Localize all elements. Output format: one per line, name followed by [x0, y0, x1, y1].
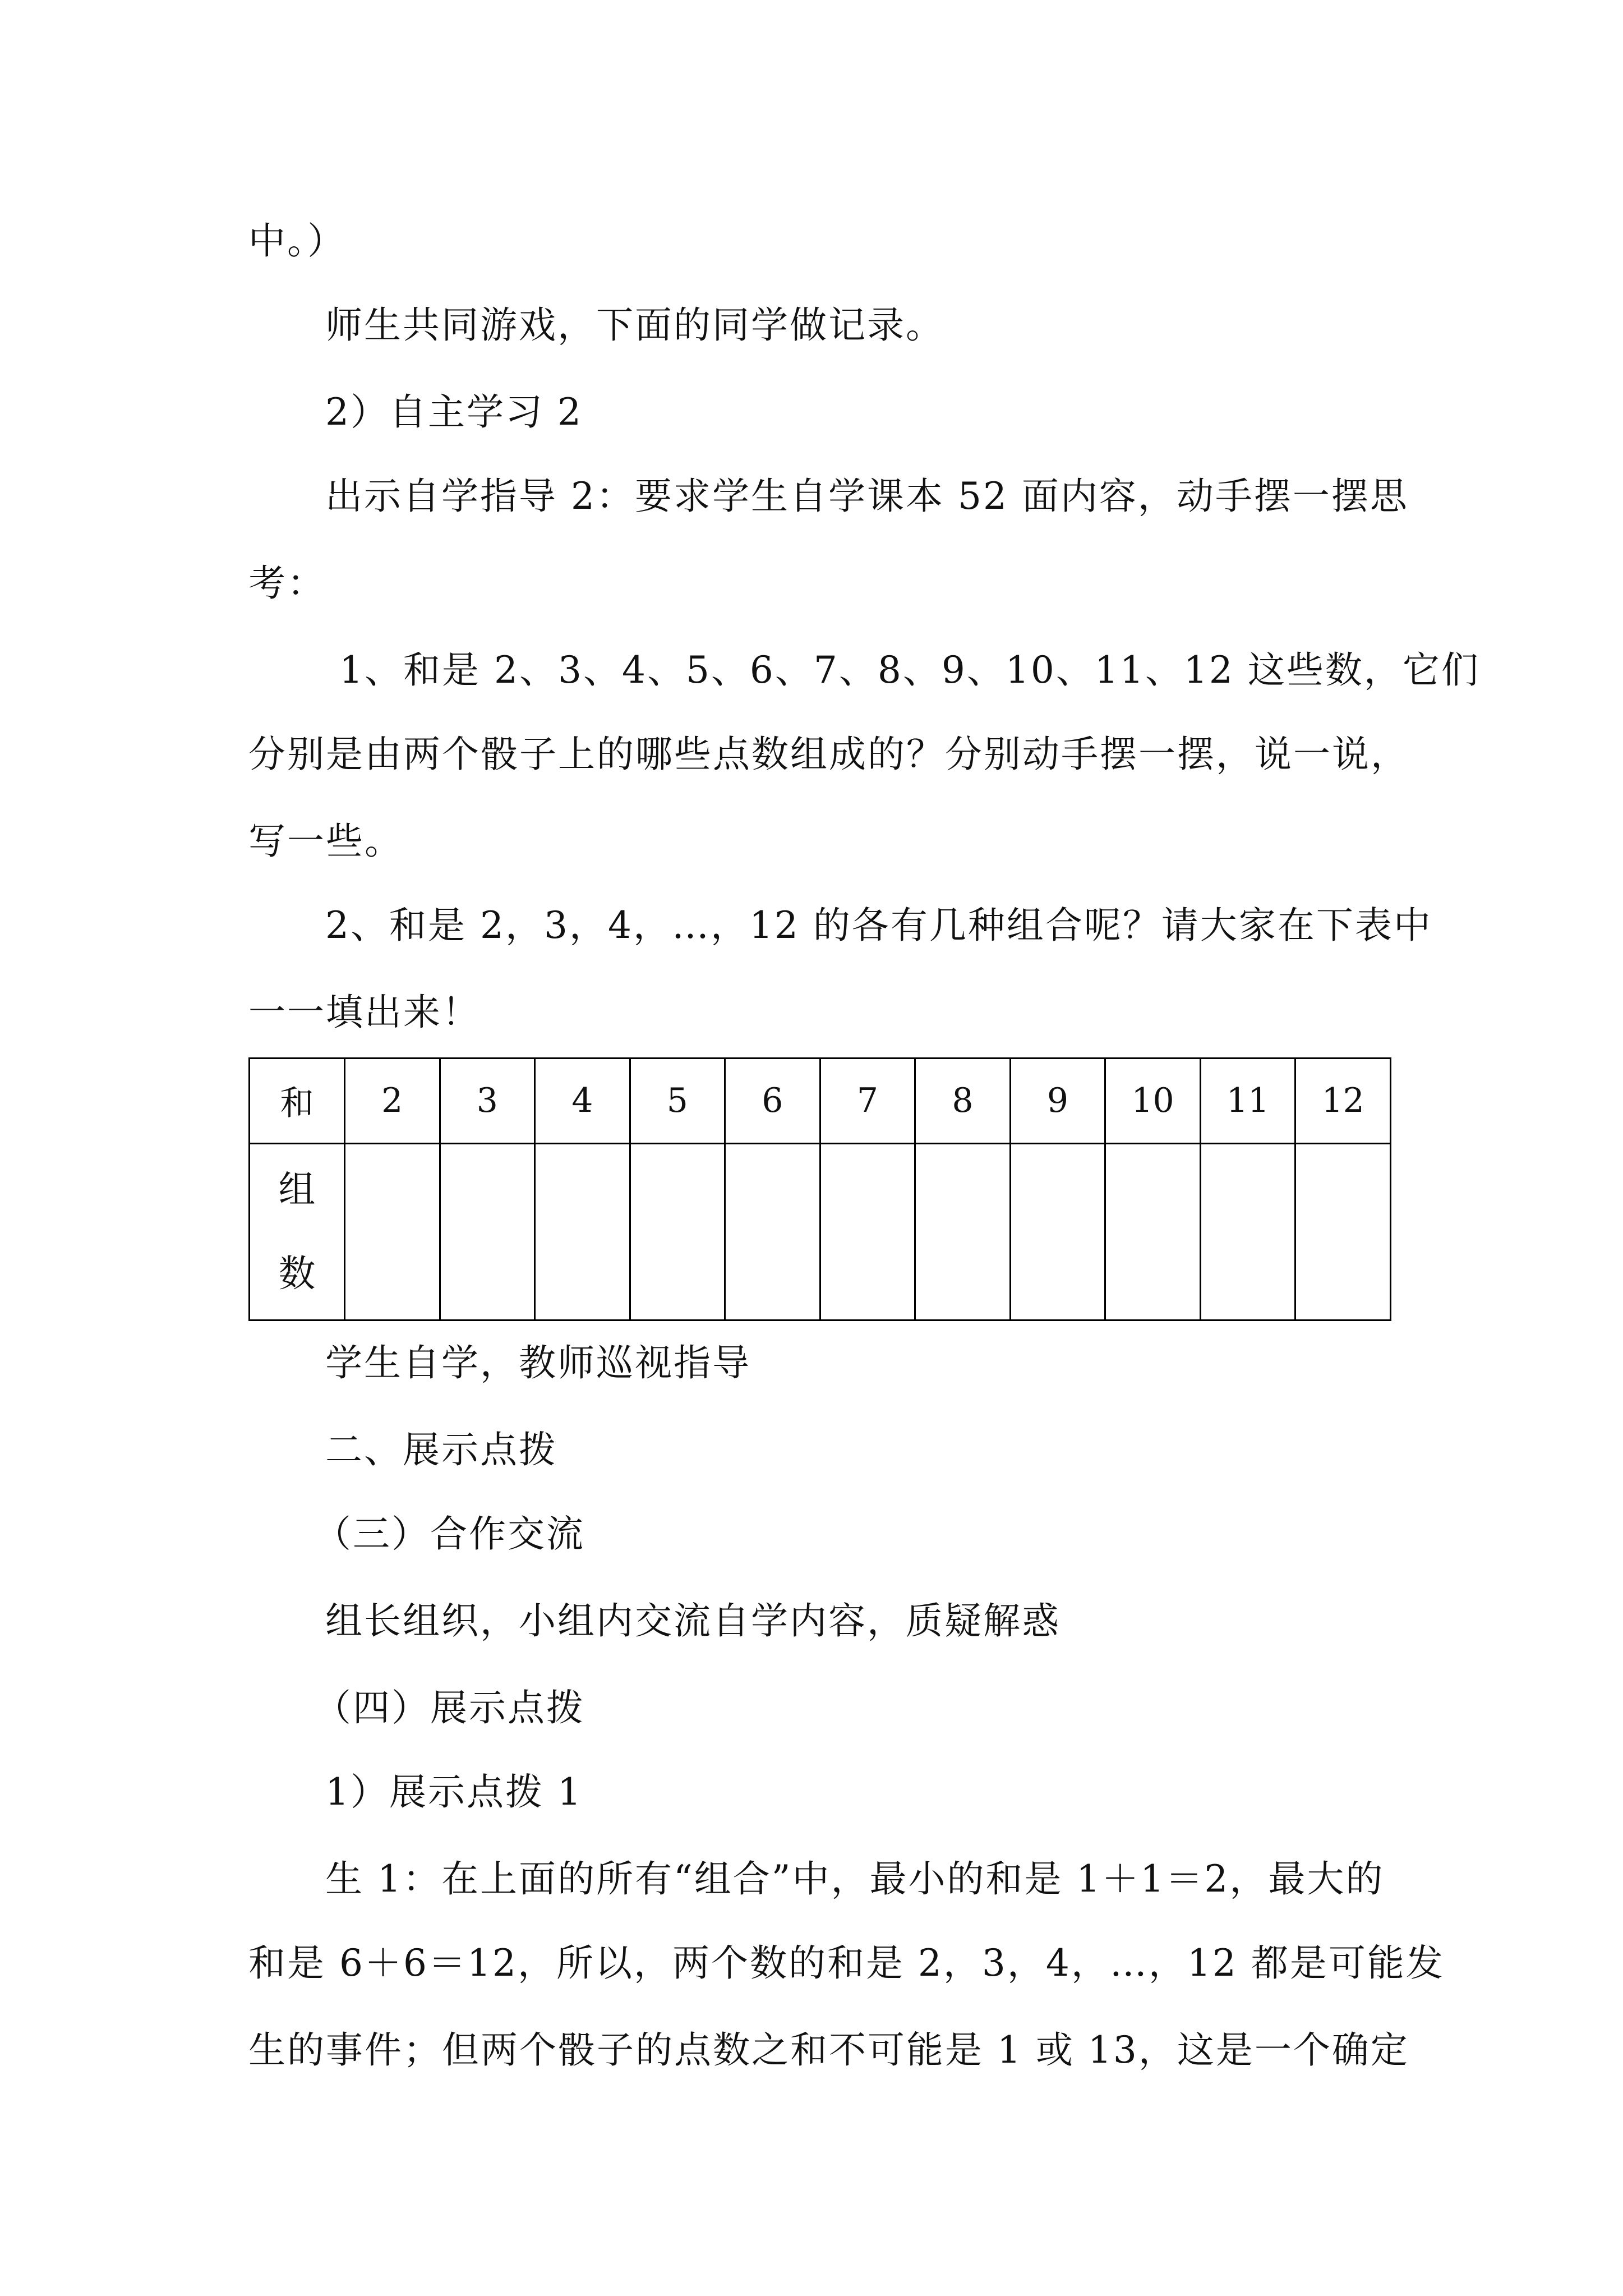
table-row-counts [250, 1143, 1391, 1320]
text-line: （三）合作交流 [314, 1512, 585, 1556]
text-line: 1、和是 2、3、4、5、6、7、8、9、10、11、12 这些数，它们 [339, 648, 1480, 692]
text-line: 写一些。 [248, 820, 403, 863]
sum-combination-table [248, 1057, 1391, 1321]
row-label-count [250, 1143, 345, 1320]
table-row-sums [250, 1059, 1391, 1144]
sum-cell: 4 [535, 1059, 630, 1144]
sum-cell: 11 [1200, 1059, 1295, 1144]
text-line: 出示自学指导 2：要求学生自学课本 52 面内容，动手摆一摆思 [325, 475, 1409, 518]
sum-cell: 7 [820, 1059, 915, 1144]
count-cell [630, 1143, 725, 1320]
text-line: 和是 6＋6＝12，所以，两个数的和是 2，3，4，…，12 都是可能发 [248, 1941, 1445, 1985]
text-line: 1）展示点拨 1 [325, 1770, 583, 1814]
count-cell [1105, 1143, 1201, 1320]
sum-cell: 3 [440, 1059, 535, 1144]
sum-cell: 9 [1010, 1059, 1105, 1144]
text-line: 二、展示点拨 [325, 1428, 557, 1471]
text-line: 2）自主学习 2 [325, 390, 583, 434]
sum-cell: 2 [345, 1059, 440, 1144]
text-line: 一一填出来！ [248, 991, 481, 1034]
text-line: 2、和是 2，3，4，…，12 的各有几种组合呢？请大家在下表中 [325, 904, 1432, 947]
text-line: （四）展示点拨 [314, 1686, 585, 1729]
count-cell [1295, 1143, 1391, 1320]
text-line: 学生自学，教师巡视指导 [325, 1341, 751, 1384]
sum-cell: 10 [1105, 1059, 1201, 1144]
count-cell [915, 1143, 1011, 1320]
count-cell [440, 1143, 535, 1320]
text-line: 生的事件；但两个骰子的点数之和不可能是 1 或 13，这是一个确定 [248, 2028, 1409, 2072]
count-cell [820, 1143, 915, 1320]
text-line: 考： [248, 562, 326, 605]
text-line: 分别是由两个骰子上的哪些点数组成的？分别动手摆一摆，说一说， [248, 733, 1409, 776]
row-label-char: 组 [278, 1167, 316, 1211]
sum-cell: 6 [725, 1059, 820, 1144]
sum-cell: 12 [1295, 1059, 1391, 1144]
count-cell [1200, 1143, 1295, 1320]
sum-cell: 8 [915, 1059, 1011, 1144]
sum-cell: 5 [630, 1059, 725, 1144]
row-label-sum: 和 [250, 1059, 345, 1144]
count-cell [1010, 1143, 1105, 1320]
row-label-char: 数 [278, 1251, 316, 1295]
count-cell [725, 1143, 820, 1320]
count-cell [345, 1143, 440, 1320]
text-line: 生 1：在上面的所有“组合”中，最小的和是 1＋1＝2，最大的 [325, 1857, 1385, 1901]
text-line: 组长组织，小组内交流自学内容，质疑解惑 [325, 1599, 1061, 1642]
text-line: 中。） [248, 219, 346, 263]
count-cell [535, 1143, 630, 1320]
text-line: 师生共同游戏，下面的同学做记录。 [325, 303, 944, 347]
